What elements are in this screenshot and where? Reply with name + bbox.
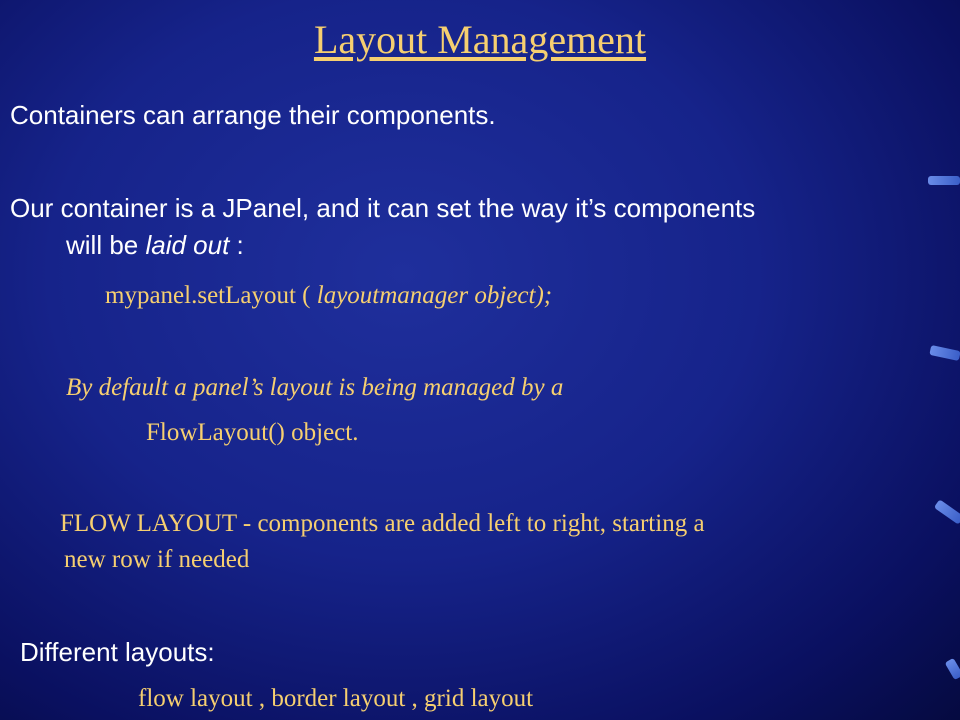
code-line [105, 282, 552, 310]
layouts-list: flow layout , border layout , grid layout [138, 685, 534, 712]
line-jpanel: Our container is a JPanel, and it can set the way it’s components [10, 193, 756, 223]
decorative-stripe [928, 176, 960, 185]
laid-out-prefix: will be [66, 230, 146, 260]
laid-out-italic: laid out [145, 230, 230, 260]
different-layouts: Different layouts: [20, 637, 215, 667]
laid-out-suffix: : [229, 230, 244, 260]
code-prefix: mypanel.setLayout ( [105, 282, 317, 309]
flow-layout-line: FLOW LAYOUT - components are added left to right, starting a [60, 510, 705, 537]
flow-layout-line-2: new row if needed [64, 546, 250, 573]
decorative-stripe [934, 499, 960, 524]
decorative-stripe [945, 658, 960, 680]
decorative-stripe [929, 345, 960, 361]
slide-title: Layout Management [313, 17, 647, 62]
default-line: By default a panel’s layout is being managed by a [66, 374, 564, 401]
code-italic: layoutmanager object); [316, 282, 553, 309]
line-containers: Containers can arrange their components. [10, 100, 496, 130]
flowlayout-object: FlowLayout() object. [146, 419, 359, 446]
line-laid-out [66, 230, 244, 261]
